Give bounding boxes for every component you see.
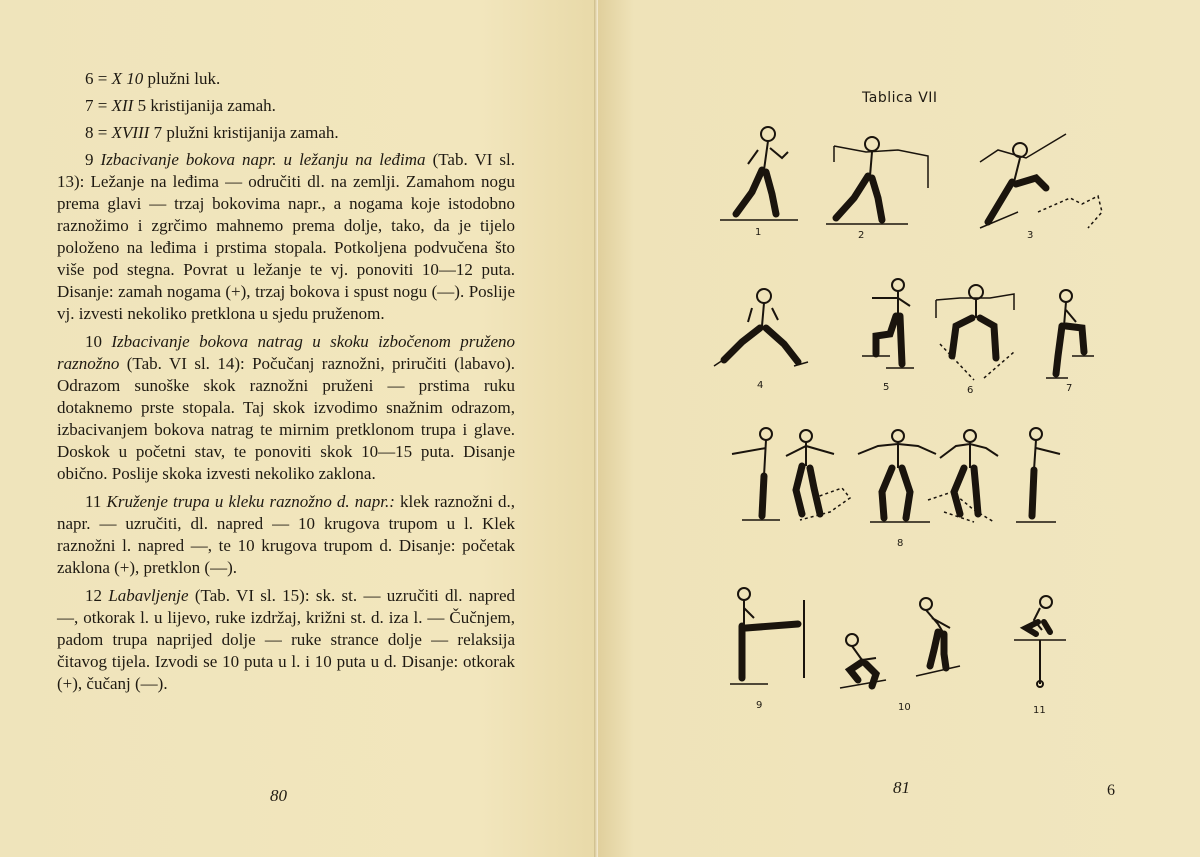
figure-label: 5: [883, 382, 890, 393]
figure-9-illustration: [728, 586, 812, 690]
exercise-title: Kruženje trupa u kleku raznožno d. napr.:: [106, 492, 395, 511]
exercise-title: Izbacivanje bokova natrag u skoku izbočenom pruženo raznožno: [57, 332, 515, 373]
figure-label: 11: [1033, 705, 1046, 716]
figure-label: 9: [756, 700, 763, 711]
list-item: 6 = X 10 plužni luk.: [85, 69, 221, 88]
figure-3-illustration: [978, 132, 1106, 236]
figure-label: 8: [897, 538, 904, 549]
exercise-body: klek raznožni d., napr. — uzručiti, dl. napred — 10 krugova trupom u l. Klek raznožni l. napred —, te 10 krugova trupom d. Disanje: početak zaklona (+), pretklon (—).: [57, 492, 516, 577]
figure-2-illustration: [824, 128, 932, 228]
figure-10b-illustration: [914, 594, 962, 680]
figure-label: 7: [1066, 383, 1073, 394]
exercise-paragraph: 11 Kruženje trupa u kleku raznožno d. napr.: klek raznožni d., napr. — uzručiti, dl. napred — 10 krugova trupom u l. Klek raznožni l. napred —, te 10 krugova trupom d. Disanje: početak zaklona (+), pretklon (—).: [57, 492, 516, 577]
exercise-body: (Tab. VI sl. 13): Ležanje na leđima — odručiti dl. na zemlji. Zamahom nogu prema glavi — trzaj bokovima napr., a nogama koje istodobno raznožimo i zgrčimo mahnemo prema dolje, tako, da je tijelo položeno na leđima i prstima stopala. Potkoljena podvučena što više pod stegna. Povrat u ležanje te vj. ponoviti 10—12 puta. Disanje: zamah nogama (+), trzaj bokova i spust nogu (—). Poslije vj. izvesti nekoliko pretklona u sjedu pruženom.: [57, 150, 515, 323]
figure-label: 10: [898, 702, 911, 713]
list-item: 8 = XVIII 7 plužni kristijanija zamah.: [85, 123, 339, 142]
figure-8-illustration: [730, 426, 1076, 530]
exercise-title: Labavljenje: [108, 586, 189, 605]
printer-signature: 6: [1107, 782, 1115, 799]
exercise-title: Izbacivanje bokova napr. u ležanju na leđima: [100, 150, 426, 169]
figure-label: 3: [1027, 230, 1034, 241]
list-item: 7 = XII 5 kristijanija zamah.: [85, 96, 276, 115]
exercise-paragraph: 9 Izbacivanje bokova napr. u ležanju na leđima (Tab. VI sl. 13): Ležanje na leđima — odručiti dl. na zemlji. Zamahom nogu prema glavi — trzaj bokovima napr., a nogama koje istodobno raznožimo i zgrčimo mahnemo prema dolje, tako, da je tijelo položeno na leđima i prstima stopala. Potkoljena podvučena što više pod stegna. Povrat u ležanje te vj. ponoviti 10—12 puta. Disanje: zamah nogama (+), trzaj bokova i spust nogu (—). Poslije vj. izvesti nekoliko pretklona u sjedu pruženom.: [57, 150, 515, 323]
figure-label: 1: [755, 227, 762, 238]
figure-label: 4: [757, 380, 764, 391]
exercise-body: (Tab. VI sl. 14): Počučanj raznožni, priručiti (labavo). Odrazom sunoške skok raznožni pruženi — prstima ruku dotaknemo prste stopala. Taj skok izvodimo snažnim odrazom, izbacivanjem bokova natrag te mirnim pretklonom trupa i glave. Doskok u početni stav, te ponoviti skok 10—15 puta. Disanje obično. Poslije skoka izvesti nekoliko zaklona.: [57, 354, 516, 483]
page-number-right: 81: [893, 778, 910, 797]
figure-7-illustration: [1044, 286, 1094, 382]
exercise-paragraph: 10 Izbacivanje bokova natrag u skoku izbočenom pruženo raznožno (Tab. VI sl. 14): Počučanj raznožni, priručiti (labavo). Odrazom sunoške skok raznožni pruženi — prstima ruku dotaknemo prste stopala. Taj skok izvodimo snažnim odrazom, izbacivanjem bokova natrag te mirnim pretklonom trupa i glave. Doskok u početni stav, te ponoviti skok 10—15 puta. Disanje obično. Poslije skoka izvesti nekoliko zaklona.: [57, 332, 516, 483]
figure-1-illustration: [718, 122, 802, 226]
table-title: Tablica VII: [862, 90, 938, 106]
page-number-left: 80: [270, 786, 287, 805]
figure-4-illustration: [712, 286, 812, 380]
left-page: [0, 0, 598, 857]
exercise-body: (Tab. VI sl. 15): sk. st. — uzručiti dl. napred —, otkorak l. u lijevo, ruke izdržaj, križni st. d. iza l. — Čučnjem, padom trupa naprijed dolje — ruke strance dolje — relaksija čitavog tijela. Izvodi se 10 puta u l. i 10 puta u d. Disanje: otkorak (+), čučanj (—).: [57, 586, 516, 693]
figure-label: 2: [858, 230, 865, 241]
figure-11-illustration: [1012, 592, 1068, 692]
figure-label: 6: [967, 385, 974, 396]
figure-10a-illustration: [836, 630, 890, 694]
figure-5-illustration: [860, 276, 916, 372]
exercise-paragraph: 12 Labavljenje (Tab. VI sl. 15): sk. st. — uzručiti dl. napred —, otkorak l. u lijevo, ruke izdržaj, križni st. d. iza l. — Čučnjem, padom trupa naprijed dolje — ruke strance dolje — relaksija čitavog tijela. Izvodi se 10 puta u l. i 10 puta u d. Disanje: otkorak (+), čučanj (—).: [57, 586, 516, 693]
figure-6-illustration: [934, 282, 1018, 382]
left-text-column: [57, 68, 515, 701]
